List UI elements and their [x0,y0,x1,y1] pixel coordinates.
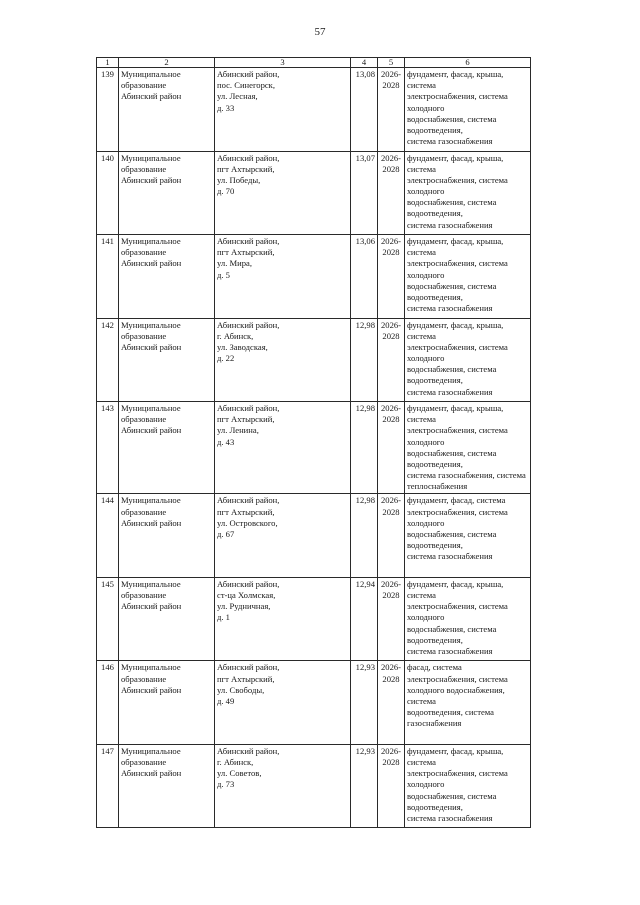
municipality-line: Муниципальное [121,69,181,79]
area-cell: 12,93 [351,744,378,828]
address-line: Абинский район, [217,319,280,330]
municipality-cell [119,744,215,828]
period-line: 2026- [380,403,402,413]
table-row [97,68,531,152]
municipality-line: образование [121,80,167,91]
period-line: 2026- [380,495,402,506]
area-cell: 12,93 [351,661,378,745]
municipality-line: Муниципальное [121,745,181,756]
header-cell: 5 [378,58,405,68]
row-number-cell: 143 [97,402,119,494]
works-line: фундамент, фасад, крыша, система [407,236,504,258]
period-line: 2026- [380,69,402,79]
works-line: система газоснабжения [407,219,493,230]
address-line: д. 70 [217,186,235,197]
header-cell: 1 [97,58,119,68]
table-row [97,494,531,578]
municipality-line: Муниципальное [121,403,181,413]
works-line: фундамент, фасад, крыша, система [407,745,504,768]
municipality-line: Абинский район [121,425,182,436]
address-line: ул. Рудничная, [217,601,271,612]
table-row [97,235,531,319]
address-line: ул. Советов, [217,768,262,779]
works-line: холодного водоснабжения, система [407,684,505,706]
works-line: система газоснабжения [407,812,493,823]
works-line: водоснабжения, система водоотведения, [407,364,497,386]
works-line: фундамент, фасад, система [407,495,506,506]
period-cell [378,402,405,494]
address-line: ул. Мира, [217,258,253,269]
address-line: д. 73 [217,779,235,790]
row-number-cell: 144 [97,494,119,578]
address-line: ул. Победы, [217,174,261,185]
works-line: система газоснабжения [407,303,493,314]
municipality-line: Муниципальное [121,495,181,506]
works-line: система газоснабжения, система [407,470,526,481]
address-line: пгт Ахтырский, [217,247,275,258]
page-number: 57 [314,26,326,38]
municipality-line: Муниципальное [121,236,181,246]
works-line: фундамент, фасад, крыша, система [407,152,504,174]
municipality-cell [119,151,215,235]
municipality-line: образование [121,673,167,684]
municipality-line: Абинский район [121,174,182,185]
address-line: ул. Ленина, [217,425,259,436]
address-line: д. 67 [217,528,235,539]
area-cell: 13,08 [351,68,378,152]
works-cell [405,577,531,661]
municipality-line: образование [121,414,167,425]
row-number-cell: 139 [97,68,119,152]
address-line: Абинский район, [217,495,280,506]
works-line: электроснабжения, система холодного [407,258,508,280]
row-number-cell: 147 [97,744,119,828]
works-line: фундамент, фасад, крыша, система [407,578,504,601]
municipality-line: Муниципальное [121,152,181,163]
address-line: Абинский район, [217,236,280,246]
works-cell [405,318,531,402]
period-cell [378,68,405,152]
works-line: водоснабжения, система водоотведения, [407,113,497,135]
works-line: водоснабжения, система водоотведения, [407,528,497,551]
table-row [97,744,531,828]
area-cell: 13,07 [351,151,378,235]
municipality-line: образование [121,757,167,768]
municipality-line: Абинский район [121,341,182,352]
period-line: 2026- [380,152,402,163]
area-cell: 12,98 [351,402,378,494]
works-cell [405,68,531,152]
municipality-line: образование [121,330,167,341]
period-line: 2026- [380,319,402,330]
period-cell [378,577,405,661]
period-cell [378,494,405,578]
address-line: Абинский район, [217,152,280,163]
works-line: водоснабжения, система водоотведения, [407,280,497,302]
period-line: 2026- [380,578,402,589]
works-cell [405,661,531,745]
works-cell [405,151,531,235]
municipality-line: Абинский район [121,258,182,269]
municipality-cell [119,494,215,578]
address-cell [215,661,351,745]
works-cell [405,744,531,828]
works-line: электроснабжения, система холодного [407,768,508,790]
period-line: 2028 [382,247,400,258]
address-line: ст-ца Холмская, [217,590,276,601]
period-cell [378,661,405,745]
period-line: 2028 [382,506,400,517]
period-cell [378,151,405,235]
address-line: г. Абинск, [217,330,254,341]
table-row [97,151,531,235]
municipality-cell [119,402,215,494]
works-line: фундамент, фасад, крыша, система [407,403,504,425]
municipality-cell [119,68,215,152]
period-cell [378,318,405,402]
address-line: д. 1 [217,612,230,623]
works-line: водоснабжения, система водоотведения, [407,447,497,469]
works-line: водоснабжения, система водоотведения, [407,790,497,812]
municipality-line: Абинский район [121,517,182,528]
municipality-cell [119,318,215,402]
address-line: д. 43 [217,436,235,447]
address-cell [215,494,351,578]
address-cell [215,235,351,319]
address-line: ул. Свободы, [217,684,265,695]
row-number-cell: 141 [97,235,119,319]
works-line: водоотведения, система газоснабжения [407,707,494,729]
address-line: Абинский район, [217,745,280,756]
row-number-cell: 146 [97,661,119,745]
period-line: 2028 [382,414,400,425]
period-line: 2028 [382,80,400,91]
address-line: Абинский район, [217,578,280,589]
table-row [97,402,531,494]
address-cell [215,318,351,402]
address-line: ул. Заводская, [217,341,268,352]
period-cell [378,744,405,828]
period-line: 2028 [382,673,400,684]
row-number-cell: 142 [97,318,119,402]
register-table [96,57,531,828]
address-line: д. 5 [217,269,230,280]
address-line: пос. Синегорск, [217,80,276,91]
municipality-line: образование [121,247,167,258]
address-line: пгт Ахтырский, [217,163,275,174]
table-row [97,661,531,745]
works-line: система газоснабжения [407,551,493,562]
row-number-cell: 140 [97,151,119,235]
municipality-line: Муниципальное [121,578,181,589]
row-number-cell: 145 [97,577,119,661]
municipality-line: Абинский район [121,601,182,612]
municipality-line: образование [121,163,167,174]
address-line: д. 22 [217,353,235,364]
works-cell [405,235,531,319]
address-line: пгт Ахтырский, [217,506,275,517]
address-line: пгт Ахтырский, [217,673,275,684]
address-line: д. 33 [217,102,235,113]
works-line: водоснабжения, система водоотведения, [407,623,497,645]
address-line: ул. Лесная, [217,91,258,102]
address-line: Абинский район, [217,403,280,413]
period-line: 2026- [380,745,402,756]
works-line: электроснабжения, система холодного [407,506,508,528]
works-cell [405,402,531,494]
municipality-line: Абинский район [121,91,182,102]
header-row [97,58,531,68]
period-line: 2026- [380,236,402,246]
address-line: пгт Ахтырский, [217,414,275,425]
address-line: Абинский район, [217,69,280,79]
address-cell [215,68,351,152]
works-line: теплоснабжения [407,481,468,492]
header-cell: 3 [215,58,351,68]
area-cell: 12,94 [351,577,378,661]
table-row [97,577,531,661]
period-line: 2028 [382,330,400,341]
works-line: фасад, система электроснабжения, система [407,662,508,684]
header-cell: 6 [405,58,531,68]
municipality-line: образование [121,506,167,517]
address-cell [215,577,351,661]
period-cell [378,235,405,319]
area-cell: 12,98 [351,318,378,402]
address-cell [215,402,351,494]
address-line: ул. Островского, [217,517,278,528]
works-line: электроснабжения, система холодного [407,91,508,113]
header-cell: 4 [351,58,378,68]
period-line: 2028 [382,757,400,768]
municipality-line: Абинский район [121,684,182,695]
works-line: электроснабжения, система холодного [407,601,508,623]
area-cell: 12,98 [351,494,378,578]
address-line: Абинский район, [217,662,280,673]
municipality-line: Абинский район [121,768,182,779]
table-row [97,318,531,402]
period-line: 2028 [382,590,400,601]
municipality-line: Муниципальное [121,662,181,673]
works-line: фундамент, фасад, крыша, система [407,319,504,341]
works-line: система газоснабжения [407,386,493,397]
period-line: 2028 [382,163,400,174]
works-line: электроснабжения, система холодного [407,425,508,447]
period-line: 2026- [380,662,402,673]
works-line: система газоснабжения [407,645,493,656]
works-line: электроснабжения, система холодного [407,341,508,364]
header-cell: 2 [119,58,215,68]
area-cell: 13,06 [351,235,378,319]
works-line: система газоснабжения [407,136,493,147]
municipality-line: Муниципальное [121,319,181,330]
address-line: д. 49 [217,695,235,706]
works-cell [405,494,531,578]
municipality-cell [119,577,215,661]
works-line: водоснабжения, система водоотведения, [407,197,497,219]
municipality-cell [119,661,215,745]
address-cell [215,151,351,235]
works-line: электроснабжения, система холодного [407,174,508,197]
municipality-line: образование [121,590,167,601]
address-cell [215,744,351,828]
address-line: г. Абинск, [217,757,254,768]
municipality-cell [119,235,215,319]
works-line: фундамент, фасад, крыша, система [407,69,504,91]
